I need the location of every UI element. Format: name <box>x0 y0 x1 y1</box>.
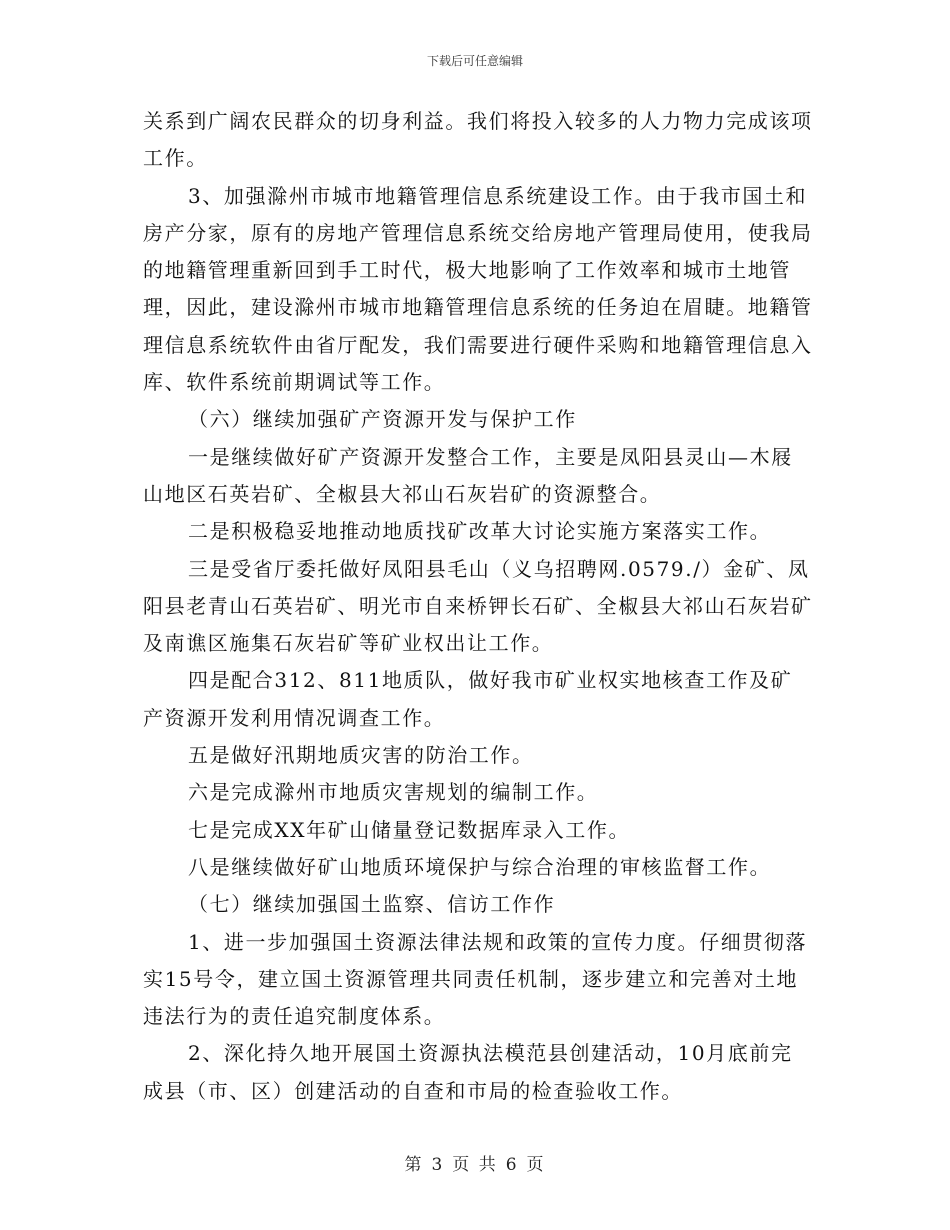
page-total: 6 <box>505 1155 519 1175</box>
paragraph: 二是积极稳妥地推动地质找矿改革大讨论实施方案落实工作。 <box>188 519 772 544</box>
section-heading: （六）继续加强矿产资源开发与保护工作 <box>188 407 577 432</box>
page-footer-prefix: 第 <box>404 1155 424 1175</box>
section-heading: （七）继续加强国土监察、信访工作作 <box>188 892 556 917</box>
paragraph: 七是完成XX年矿山储量登记数据库录入工作。 <box>188 817 631 842</box>
page-footer-middle: 页 共 <box>452 1155 498 1175</box>
paragraph: 六是完成滁州市地质灾害规划的编制工作。 <box>188 780 599 805</box>
paragraph: 八是继续做好矿山地质环境保护与综合治理的审核监督工作。 <box>188 854 772 879</box>
paragraph: 三是受省厅委托做好凤阳县毛山（义乌招聘网.0579./）金矿、凤阳县老青山石英岩矿、明光市自来桥钾长石矿、全椒县大祁山石灰岩矿及南谯区施集石灰岩矿等矿业权出让工作。 <box>143 556 813 656</box>
paragraph: 关系到广阔农民群众的切身利益。我们将投入较多的人力物力完成该项工作。 <box>143 109 813 171</box>
paragraph: 一是继续做好矿产资源开发整合工作，主要是凤阳县灵山—木屐山地区石英岩矿、全椒县大祁山石灰岩矿的资源整合。 <box>143 444 793 506</box>
paragraph: 五是做好汛期地质灾害的防治工作。 <box>188 743 534 768</box>
paragraph: 3、加强滁州市城市地籍管理信息系统建设工作。由于我市国土和房产分家，原有的房地产管理信息系统交给房地产管理局使用，使我局的地籍管理重新回到手工时代，极大地影响了工作效率和城市土地管理，因此，建设滁州市城市地籍管理信息系统的任务迫在眉睫。地籍管理信息系统软件由省厅配发，我们需要进行硬件采购和地籍管理信息入库、软件系统前期调试等工作。 <box>143 183 813 395</box>
page-header: 下载后可任意编辑 <box>426 54 523 68</box>
page-footer <box>0 1150 950 1175</box>
paragraph: 1、进一步加强国土资源法律法规和政策的宣传力度。仔细贯彻落实15号令，建立国土资源管理共同责任机制，逐步建立和完善对土地违法行为的责任追究制度体系。 <box>143 929 808 1029</box>
paragraph: 四是配合312、811地质队，做好我市矿业权实地核查工作及矿产资源开发利用情况调查工作。 <box>143 668 793 730</box>
document-body <box>143 103 813 1110</box>
page-number: 3 <box>431 1155 445 1175</box>
page-footer-suffix: 页 <box>526 1155 546 1175</box>
paragraph: 2、深化持久地开展国土资源执法模范县创建活动，10月底前完成县（市、区）创建活动的自查和市局的检查验收工作。 <box>143 1041 793 1103</box>
